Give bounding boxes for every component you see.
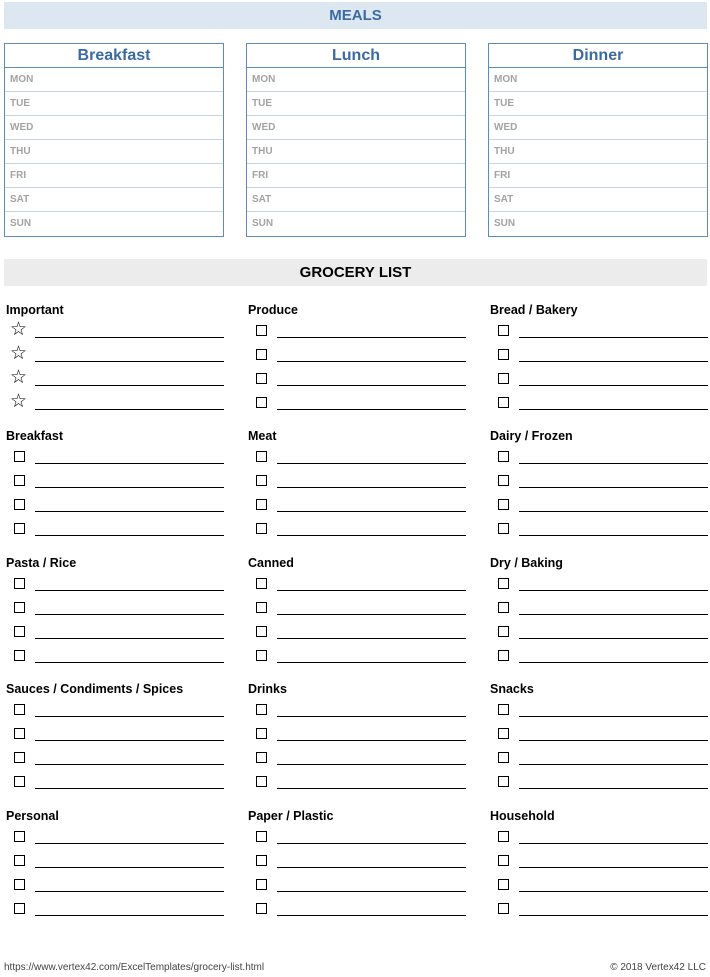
item-write-line[interactable] [519, 662, 708, 663]
checkbox[interactable] [14, 855, 25, 866]
checkbox[interactable] [14, 475, 25, 486]
item-write-line[interactable] [519, 535, 708, 536]
grocery-item [4, 825, 224, 849]
grocery-item [4, 644, 224, 668]
item-write-line[interactable] [35, 764, 224, 765]
item-write-line[interactable] [519, 764, 708, 765]
item-write-line[interactable] [519, 915, 708, 916]
meal-day-row[interactable]: SAT [489, 188, 707, 212]
item-write-line[interactable] [35, 463, 224, 464]
checkbox[interactable] [498, 776, 509, 787]
checkbox[interactable] [14, 650, 25, 661]
grocery-item [488, 873, 708, 897]
checkbox[interactable] [14, 602, 25, 613]
grocery-item [488, 343, 708, 367]
grocery-category [4, 554, 224, 668]
meal-day-row[interactable]: SUN [10, 218, 32, 229]
item-write-line[interactable] [519, 337, 708, 338]
checkbox[interactable] [256, 650, 267, 661]
grocery-item [4, 746, 224, 770]
checkbox[interactable] [256, 879, 267, 890]
meal-day-row[interactable]: TUE [5, 92, 223, 116]
grocery-item [4, 849, 224, 873]
meal-day-row[interactable]: WED [247, 116, 465, 140]
grocery-item [246, 596, 466, 620]
grocery-item [4, 722, 224, 746]
meal-table-title: Breakfast [5, 44, 223, 68]
grocery-item [246, 343, 466, 367]
grocery-category [4, 427, 224, 541]
item-write-line[interactable] [35, 638, 224, 639]
category-title: Meat [248, 429, 277, 443]
grocery-item [488, 572, 708, 596]
item-write-line[interactable] [277, 535, 466, 536]
footer-url[interactable]: https://www.vertex42.com/ExcelTemplates/grocery-list.html [4, 962, 265, 973]
item-write-line[interactable] [519, 614, 708, 615]
grocery-category [488, 807, 708, 921]
item-write-line[interactable] [35, 337, 224, 338]
item-write-line[interactable] [519, 867, 708, 868]
item-write-line[interactable] [277, 740, 466, 741]
checkbox[interactable] [14, 523, 25, 534]
item-write-line[interactable] [35, 361, 224, 362]
meal-day-row[interactable]: MON [247, 68, 465, 92]
star-icon[interactable]: ☆ [10, 366, 28, 388]
grocery-category [4, 807, 224, 921]
checkbox[interactable] [256, 626, 267, 637]
checkbox[interactable] [498, 325, 509, 336]
item-write-line[interactable] [35, 867, 224, 868]
checkbox[interactable] [498, 879, 509, 890]
grocery-item [246, 445, 466, 469]
grocery-item [488, 517, 708, 541]
grocery-item [246, 391, 466, 415]
grocery-item [488, 849, 708, 873]
item-write-line[interactable] [519, 788, 708, 789]
checkbox[interactable] [498, 704, 509, 715]
item-write-line[interactable] [35, 740, 224, 741]
meal-day-row[interactable]: TUE [247, 92, 465, 116]
checkbox[interactable] [498, 451, 509, 462]
item-write-line[interactable] [519, 843, 708, 844]
category-title: Produce [248, 303, 299, 317]
checkbox[interactable] [498, 903, 509, 914]
category-title: Important [6, 303, 64, 317]
meal-day-row[interactable]: FRI [247, 164, 465, 188]
item-write-line[interactable] [277, 716, 466, 717]
checkbox[interactable] [14, 626, 25, 637]
star-icon[interactable]: ☆ [10, 342, 28, 364]
grocery-item [488, 698, 708, 722]
checkbox[interactable] [256, 776, 267, 787]
grocery-item [4, 445, 224, 469]
checkbox[interactable] [256, 728, 267, 739]
item-write-line[interactable] [277, 361, 466, 362]
meal-day-row[interactable]: WED [5, 116, 223, 140]
grocery-item [246, 722, 466, 746]
star-icon[interactable]: ☆ [10, 390, 28, 412]
checkbox[interactable] [256, 451, 267, 462]
checkbox[interactable] [498, 578, 509, 589]
checkbox[interactable] [498, 373, 509, 384]
item-write-line[interactable] [277, 764, 466, 765]
item-write-line[interactable] [519, 463, 708, 464]
item-write-line[interactable] [519, 638, 708, 639]
grocery-category [246, 807, 466, 921]
checkbox[interactable] [14, 578, 25, 589]
meal-table-title: Lunch [247, 44, 465, 68]
checkbox[interactable] [498, 650, 509, 661]
grocery-category [246, 301, 466, 415]
meal-day-row[interactable]: MON [5, 68, 223, 92]
checkbox[interactable] [498, 475, 509, 486]
grocery-item [246, 698, 466, 722]
item-write-line[interactable] [519, 409, 708, 410]
grocery-item [4, 343, 224, 367]
meal-day-row[interactable]: WED [489, 116, 707, 140]
meal-day-row[interactable]: TUE [489, 92, 707, 116]
grocery-item [246, 770, 466, 794]
grocery-item [246, 873, 466, 897]
grocery-category [246, 554, 466, 668]
item-write-line[interactable] [277, 614, 466, 615]
checkbox[interactable] [14, 499, 25, 510]
checkbox[interactable] [14, 903, 25, 914]
meal-day-row[interactable]: SAT [247, 188, 465, 212]
grocery-item [4, 620, 224, 644]
item-write-line[interactable] [519, 716, 708, 717]
grocery-category [488, 427, 708, 541]
checkbox[interactable] [256, 475, 267, 486]
checkbox[interactable] [14, 879, 25, 890]
checkbox[interactable] [498, 855, 509, 866]
item-write-line[interactable] [35, 590, 224, 591]
checkbox[interactable] [256, 578, 267, 589]
category-title: Personal [6, 809, 59, 823]
checkbox[interactable] [256, 397, 267, 408]
checkbox[interactable] [256, 325, 267, 336]
item-write-line[interactable] [35, 843, 224, 844]
grocery-item [246, 367, 466, 391]
meal-day-row[interactable]: SUN [494, 218, 516, 229]
grocery-category [4, 301, 224, 415]
item-write-line[interactable] [519, 361, 708, 362]
item-write-line[interactable] [519, 385, 708, 386]
grocery-item [246, 849, 466, 873]
item-write-line[interactable] [277, 487, 466, 488]
grocery-item [246, 517, 466, 541]
checkbox[interactable] [256, 855, 267, 866]
item-write-line[interactable] [35, 487, 224, 488]
item-write-line[interactable] [519, 487, 708, 488]
grocery-item [246, 572, 466, 596]
grocery-item [246, 897, 466, 921]
footer-copyright: © 2018 Vertex42 LLC [610, 962, 706, 973]
checkbox[interactable] [498, 626, 509, 637]
grocery-item [246, 746, 466, 770]
item-write-line[interactable] [277, 867, 466, 868]
grocery-item [488, 391, 708, 415]
star-icon[interactable]: ☆ [10, 318, 28, 340]
grocery-item [4, 391, 224, 415]
item-write-line[interactable] [35, 788, 224, 789]
meal-day-row[interactable]: SUN [252, 218, 274, 229]
item-write-line[interactable] [277, 409, 466, 410]
item-write-line[interactable] [277, 385, 466, 386]
checkbox[interactable] [498, 602, 509, 613]
category-title: Bread / Bakery [490, 303, 578, 317]
checkbox[interactable] [14, 728, 25, 739]
item-write-line[interactable] [35, 662, 224, 663]
checkbox[interactable] [14, 831, 25, 842]
checkbox[interactable] [14, 704, 25, 715]
item-write-line[interactable] [35, 385, 224, 386]
meal-day-row[interactable]: THU [247, 140, 465, 164]
grocery-category [246, 427, 466, 541]
item-write-line[interactable] [35, 915, 224, 916]
checkbox[interactable] [498, 523, 509, 534]
grocery-item [246, 319, 466, 343]
grocery-category [488, 301, 708, 415]
meal-table-title: Dinner [489, 44, 707, 68]
grocery-category [4, 680, 224, 794]
item-write-line[interactable] [277, 463, 466, 464]
grocery-list-header: GROCERY LIST [4, 259, 707, 286]
category-title: Dry / Baking [490, 556, 563, 570]
category-title: Canned [248, 556, 294, 570]
category-title: Paper / Plastic [248, 809, 334, 823]
checkbox[interactable] [498, 728, 509, 739]
meal-table-lunch [246, 43, 466, 237]
checkbox[interactable] [498, 499, 509, 510]
grocery-category [488, 680, 708, 794]
checkbox[interactable] [498, 349, 509, 360]
item-write-line[interactable] [277, 590, 466, 591]
grocery-item [4, 517, 224, 541]
item-write-line[interactable] [35, 535, 224, 536]
item-write-line[interactable] [519, 891, 708, 892]
item-write-line[interactable] [519, 590, 708, 591]
grocery-item [488, 469, 708, 493]
checkbox[interactable] [256, 523, 267, 534]
meal-day-row[interactable]: FRI [5, 164, 223, 188]
checkbox[interactable] [14, 451, 25, 462]
item-write-line[interactable] [35, 511, 224, 512]
grocery-item [488, 620, 708, 644]
checkbox[interactable] [256, 373, 267, 384]
item-write-line[interactable] [277, 915, 466, 916]
meal-table-dinner [488, 43, 708, 237]
grocery-item [488, 722, 708, 746]
grocery-item [4, 493, 224, 517]
category-title: Breakfast [6, 429, 63, 443]
grocery-item [4, 469, 224, 493]
meal-day-row[interactable]: SAT [5, 188, 223, 212]
checkbox[interactable] [498, 397, 509, 408]
checkbox[interactable] [256, 499, 267, 510]
grocery-item [488, 367, 708, 391]
grocery-item [488, 596, 708, 620]
item-write-line[interactable] [277, 337, 466, 338]
grocery-item [4, 873, 224, 897]
item-write-line[interactable] [35, 409, 224, 410]
item-write-line[interactable] [519, 511, 708, 512]
checkbox[interactable] [256, 349, 267, 360]
grocery-item [488, 825, 708, 849]
grocery-category [246, 680, 466, 794]
item-write-line[interactable] [277, 511, 466, 512]
meal-table-breakfast [4, 43, 224, 237]
item-write-line[interactable] [35, 716, 224, 717]
grocery-item [4, 596, 224, 620]
grocery-item [246, 493, 466, 517]
checkbox[interactable] [498, 752, 509, 763]
category-title: Drinks [248, 682, 287, 696]
checkbox[interactable] [256, 602, 267, 613]
checkbox[interactable] [256, 831, 267, 842]
grocery-item [246, 825, 466, 849]
category-title: Dairy / Frozen [490, 429, 573, 443]
grocery-item [246, 620, 466, 644]
grocery-item [488, 644, 708, 668]
item-write-line[interactable] [35, 891, 224, 892]
grocery-item [488, 493, 708, 517]
item-write-line[interactable] [277, 843, 466, 844]
item-write-line[interactable] [277, 662, 466, 663]
grocery-item [246, 469, 466, 493]
grocery-item [4, 572, 224, 596]
item-write-line[interactable] [519, 740, 708, 741]
meal-day-row[interactable]: THU [489, 140, 707, 164]
category-title: Sauces / Condiments / Spices [6, 682, 184, 696]
grocery-item [4, 367, 224, 391]
meal-day-row[interactable]: FRI [489, 164, 707, 188]
checkbox[interactable] [256, 752, 267, 763]
grocery-category [488, 554, 708, 668]
meals-header: MEALS [4, 2, 707, 29]
meal-day-row[interactable]: MON [489, 68, 707, 92]
grocery-item [4, 698, 224, 722]
item-write-line[interactable] [35, 614, 224, 615]
grocery-item [488, 445, 708, 469]
checkbox[interactable] [256, 704, 267, 715]
checkbox[interactable] [14, 776, 25, 787]
checkbox[interactable] [14, 752, 25, 763]
meal-day-row[interactable]: THU [5, 140, 223, 164]
grocery-item [4, 770, 224, 794]
item-write-line[interactable] [277, 891, 466, 892]
grocery-item [488, 770, 708, 794]
category-title: Household [490, 809, 555, 823]
category-title: Snacks [490, 682, 534, 696]
item-write-line[interactable] [277, 638, 466, 639]
category-title: Pasta / Rice [6, 556, 77, 570]
grocery-item [488, 897, 708, 921]
checkbox[interactable] [256, 903, 267, 914]
grocery-item [488, 746, 708, 770]
grocery-item [4, 319, 224, 343]
grocery-item [488, 319, 708, 343]
checkbox[interactable] [498, 831, 509, 842]
item-write-line[interactable] [277, 788, 466, 789]
grocery-item [4, 897, 224, 921]
grocery-item [246, 644, 466, 668]
